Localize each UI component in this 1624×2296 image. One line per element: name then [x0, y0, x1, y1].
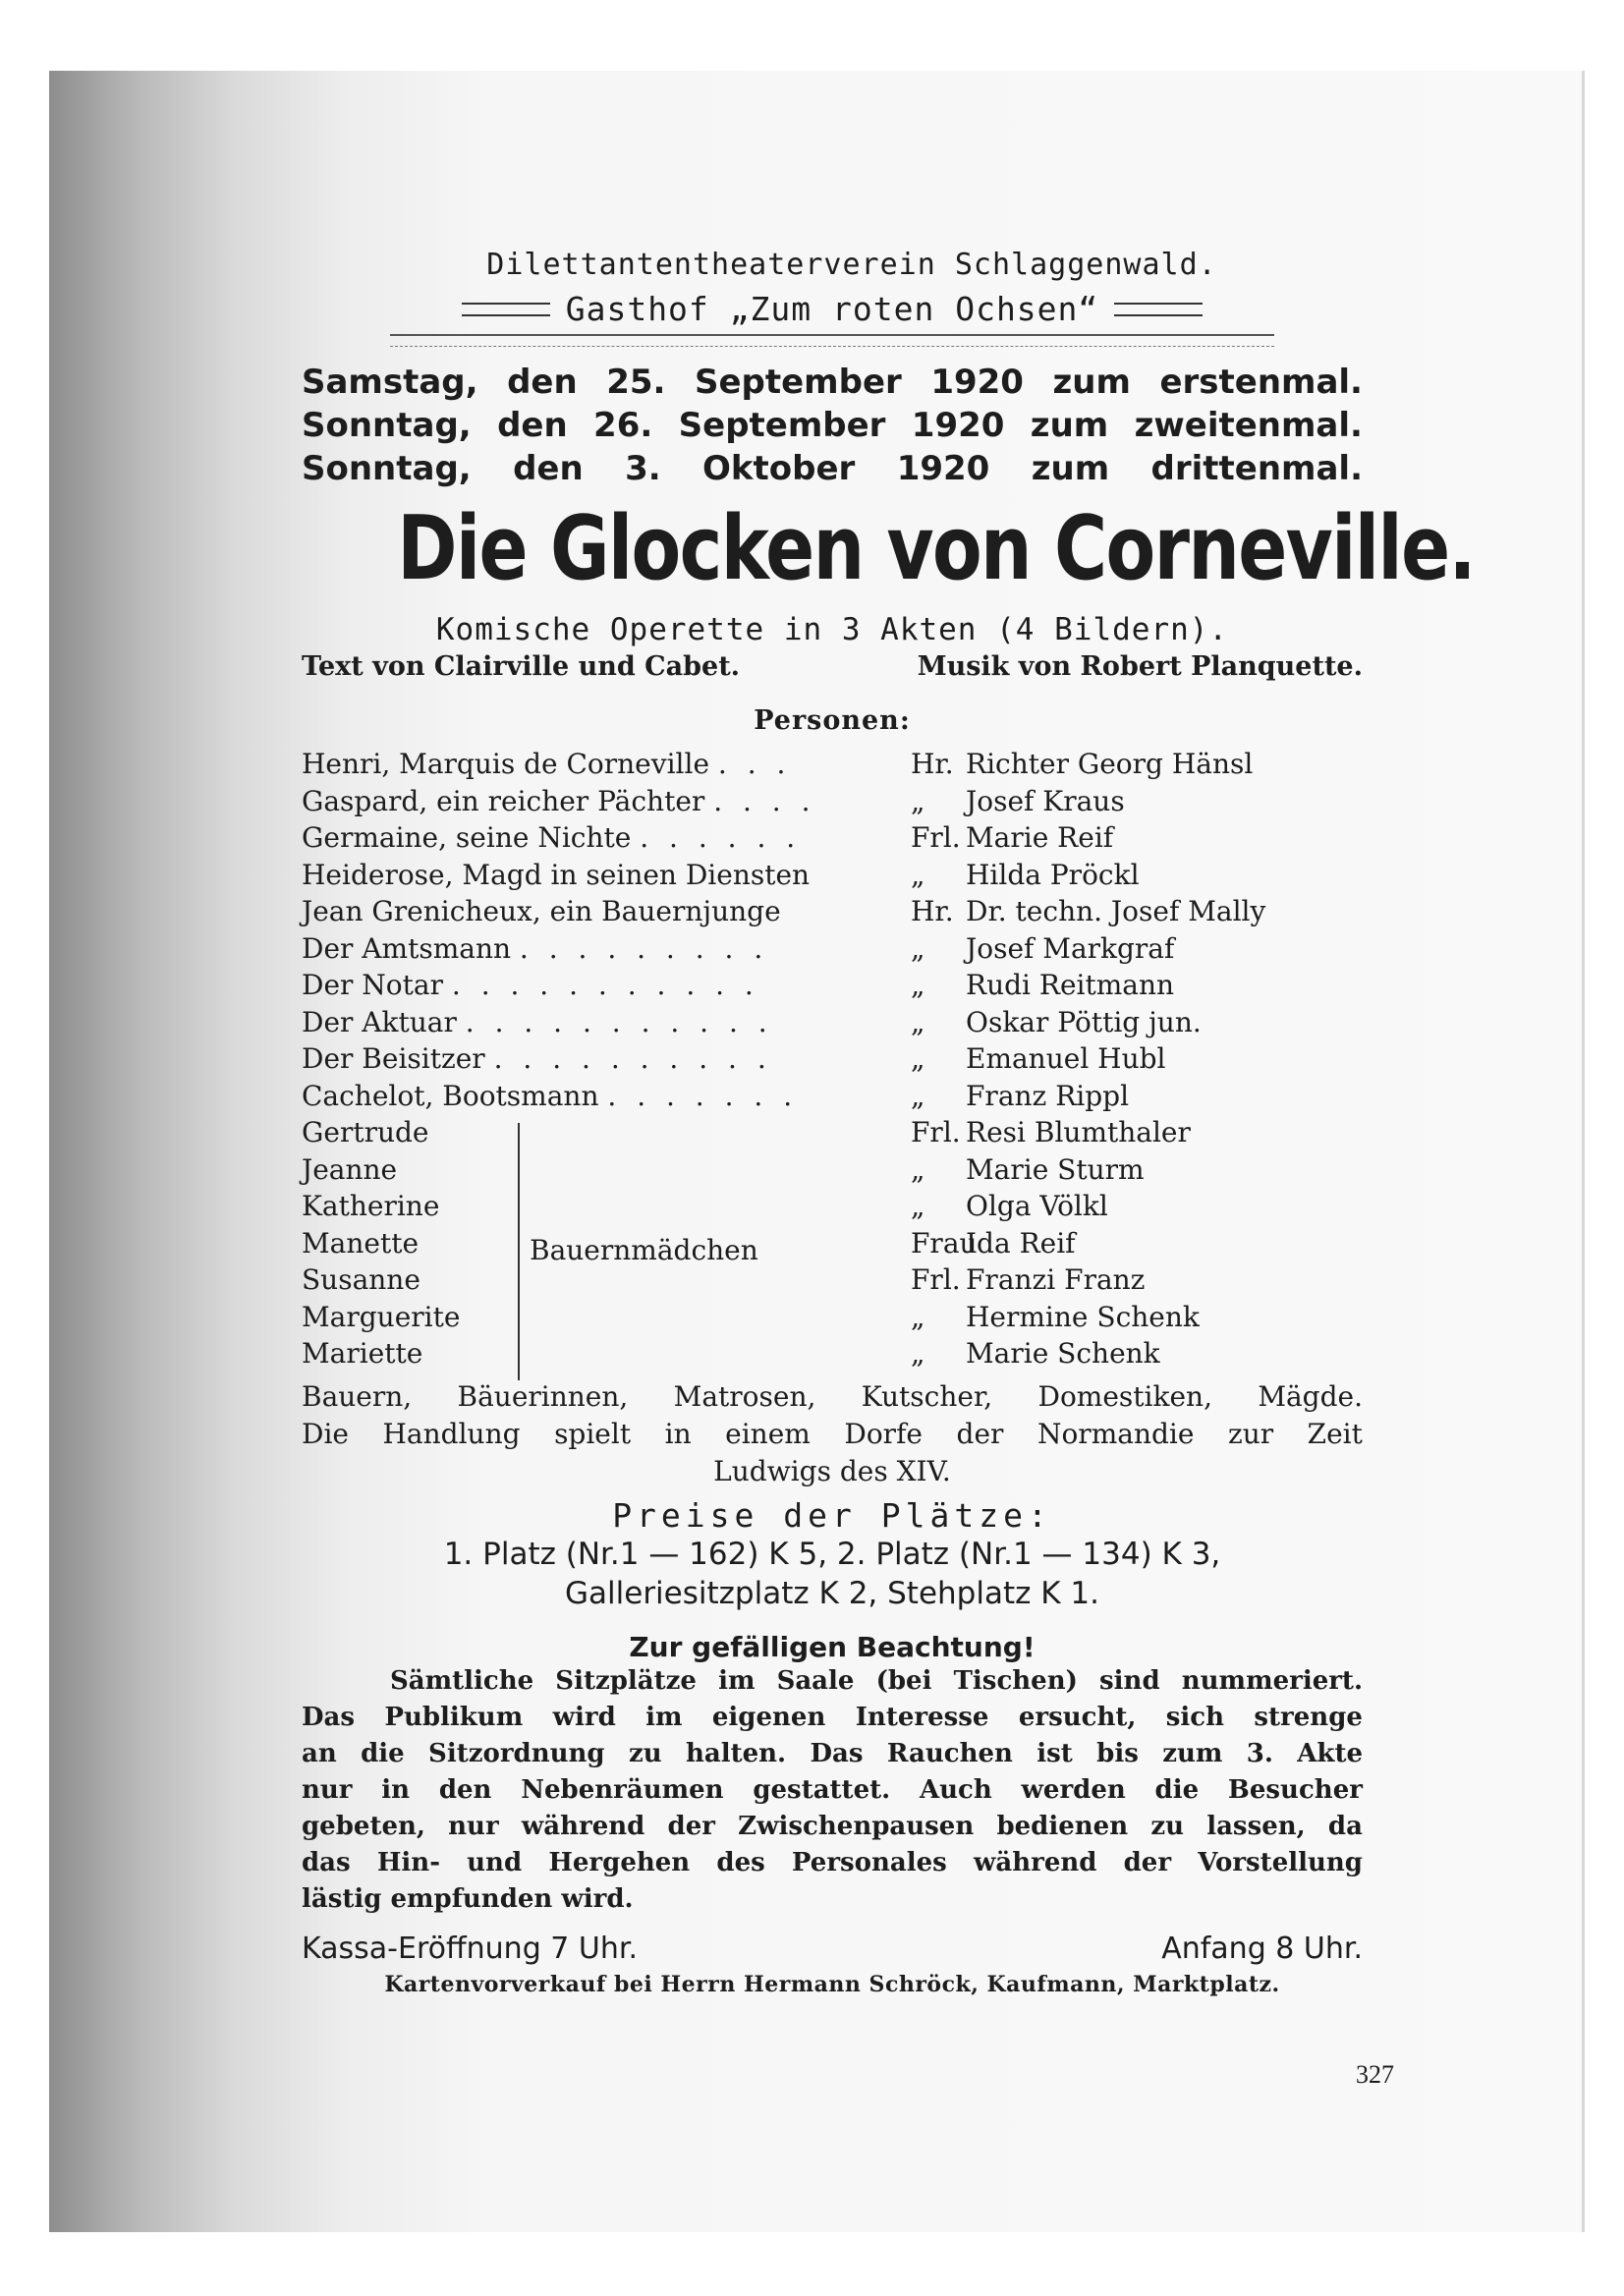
- cast-actor: Marie Sturm: [966, 1152, 1145, 1186]
- notice-word: sind: [1099, 1665, 1160, 1696]
- notice-line: [302, 1700, 1363, 1736]
- cast-row: [302, 1261, 1363, 1299]
- role-name: Katherine: [302, 1190, 440, 1222]
- play-title: Die Glocken von Corneville.: [397, 497, 1475, 600]
- libretto-credit: Text von Clairville und Cabet.: [302, 651, 741, 682]
- notice-word: Besucher: [1227, 1774, 1363, 1805]
- notice-word: lassen,: [1206, 1811, 1306, 1841]
- cast-role: [302, 967, 911, 1004]
- date-word: erstenmal.: [1159, 363, 1363, 402]
- leader-dots: . . . . . . . . .: [519, 931, 769, 965]
- playbill: [302, 248, 1475, 1997]
- prices-line-1: 1. Platz (Nr.1 — 162) K 5, 2. Platz (Nr.1 — 134) K 3,: [443, 1536, 1221, 1572]
- notice-word: sich: [1165, 1702, 1225, 1732]
- notice-word: Hin-: [376, 1847, 440, 1877]
- notice-word: nur: [302, 1774, 353, 1805]
- prices-line-2: Galleriesitzplatz K 2, Stehplatz K 1.: [565, 1575, 1099, 1611]
- inn-heading: [302, 290, 1363, 328]
- role-name: Der Aktuar: [302, 1005, 457, 1038]
- inn-name: Gasthof „Zum roten Ochsen“: [565, 290, 1099, 328]
- cast-actor: Dr. techn. Josef Mally: [966, 895, 1266, 927]
- extras-word: Bauern,: [302, 1379, 413, 1413]
- role-name: Susanne: [302, 1263, 420, 1296]
- cast-row: [302, 1225, 1363, 1262]
- extras-word: Bäuerinnen,: [457, 1379, 629, 1413]
- cast-row: [302, 930, 1363, 968]
- cast-list: [302, 746, 1363, 1372]
- times-line: [302, 1932, 1363, 1966]
- notice-line: [302, 1736, 1363, 1772]
- cast-row: [302, 819, 1363, 857]
- notice-word: Zwischenpausen: [738, 1811, 975, 1841]
- extras-word: Domestiken,: [1037, 1379, 1212, 1413]
- notice-word: eigenen: [711, 1702, 826, 1732]
- notice-word: strenge: [1254, 1702, 1363, 1732]
- date-word: den: [513, 449, 584, 488]
- notice-word: Rauchen: [886, 1738, 1013, 1768]
- cast-row: [302, 1151, 1363, 1189]
- cast-prefix: „: [911, 1300, 925, 1333]
- setting-word: in: [664, 1417, 692, 1450]
- cast-row: [302, 1335, 1363, 1372]
- cast-actor: Ida Reif: [966, 1226, 1076, 1260]
- role-name: Mariette: [302, 1337, 423, 1370]
- notice-word: werden: [1021, 1774, 1126, 1805]
- cast-actor: Marie Schenk: [966, 1337, 1160, 1370]
- date-word: zum: [1030, 406, 1109, 445]
- date-line-3: [302, 447, 1363, 490]
- cast-row: [302, 1040, 1363, 1078]
- music-credit: Musik von Robert Planquette.: [917, 651, 1363, 682]
- cast-prefix: Hr.: [911, 748, 954, 780]
- setting-word: der: [956, 1417, 1004, 1450]
- extras-word: Matrosen,: [673, 1379, 816, 1413]
- setting-word: Zeit: [1307, 1417, 1363, 1450]
- cast-role: [302, 746, 911, 783]
- setting-word: einem: [725, 1417, 811, 1450]
- performance-dates: [302, 361, 1363, 490]
- role-name: Der Beisitzer: [302, 1042, 485, 1075]
- setting-word: spielt: [554, 1417, 632, 1450]
- cast-actor: Marie Reif: [966, 821, 1114, 854]
- cast-role: [302, 1261, 911, 1299]
- notice-word: Personales: [791, 1847, 947, 1877]
- notice-word: das: [302, 1847, 351, 1877]
- date-word: September: [678, 406, 886, 445]
- group-label: Bauernmädchen: [530, 1234, 758, 1266]
- cast-row: [302, 1299, 1363, 1336]
- setting-line-2: Ludwigs des XIV.: [713, 1454, 951, 1487]
- cast-prefix: „: [911, 1337, 925, 1370]
- cast-actor: Rudi Reitmann: [966, 969, 1175, 1001]
- notice-word: da: [1327, 1811, 1363, 1841]
- date-word: Oktober: [702, 449, 856, 488]
- role-name: Marguerite: [302, 1300, 461, 1333]
- cast-role: [302, 893, 911, 930]
- cast-prefix: „: [911, 1079, 925, 1112]
- setting-word: Handlung: [382, 1417, 521, 1450]
- notice-word: die: [1154, 1774, 1200, 1805]
- role-name: Henri, Marquis de Corneville: [302, 748, 710, 780]
- prices-heading: Preise der Plätze:: [612, 1495, 1052, 1535]
- notice-word: des: [716, 1847, 765, 1877]
- cast-prefix: Frl.: [911, 1263, 961, 1296]
- cast-actor: Oskar Pöttig jun.: [966, 1005, 1202, 1038]
- cast-prefix: Frl.: [911, 1116, 961, 1148]
- date-word: zum: [1031, 449, 1110, 488]
- role-name: Gaspard, ein reicher Pächter: [302, 784, 705, 817]
- setting-line-1: [302, 1416, 1363, 1453]
- cast-actor: Josef Kraus: [966, 784, 1125, 817]
- role-name: Germaine, seine Nichte: [302, 821, 632, 854]
- date-word: Sonntag,: [302, 406, 472, 445]
- cast-role: [302, 783, 911, 820]
- notice-word: gebeten,: [302, 1811, 425, 1841]
- notice-word: Nebenräumen: [521, 1774, 724, 1805]
- notice-line: [302, 1845, 1363, 1881]
- notice-line: [302, 1809, 1363, 1845]
- cast-actor: Franz Rippl: [966, 1079, 1130, 1112]
- date-word: 1920: [930, 363, 1024, 402]
- date-word: den: [507, 363, 578, 402]
- cast-role: [302, 930, 911, 968]
- notice-line: lästig empfunden wird.: [302, 1883, 634, 1914]
- date-word: 26.: [593, 406, 653, 445]
- society-name: Dilettantentheaterverein Schlaggenwald.: [486, 248, 1217, 282]
- date-word: September: [694, 363, 902, 402]
- group-brace: [506, 1123, 520, 1380]
- notice-word: Auch: [919, 1774, 992, 1805]
- cast-actor: Franzi Franz: [966, 1263, 1146, 1296]
- cast-row: [302, 1188, 1363, 1225]
- notice-word: 3.: [1246, 1738, 1273, 1768]
- notice-word: und: [467, 1847, 523, 1877]
- cast-row: [302, 857, 1363, 894]
- page-number: 327: [1356, 2060, 1394, 2089]
- setting-word: Die: [302, 1417, 349, 1450]
- notice-word: Vorstellung: [1198, 1847, 1363, 1877]
- date-word: Sonntag,: [302, 449, 472, 488]
- notice-word: (bei: [875, 1665, 932, 1696]
- role-name: Der Amtsmann: [302, 931, 512, 965]
- notice-word: Tischen): [953, 1665, 1078, 1696]
- box-office-time: Kassa-Eröffnung 7 Uhr.: [302, 1931, 638, 1966]
- cast-role: [302, 819, 911, 857]
- play-subtitle: Komische Operette in 3 Akten (4 Bildern).: [435, 612, 1229, 647]
- notice-word: an: [302, 1738, 337, 1768]
- date-line-1: [302, 361, 1363, 404]
- notice-word: Interesse: [855, 1702, 989, 1732]
- notice-word: bedienen: [996, 1811, 1129, 1841]
- notice-word: Hergehen: [548, 1847, 691, 1877]
- leader-dots: . . . . . . .: [607, 1079, 799, 1112]
- setting-word: Normandie: [1036, 1417, 1195, 1450]
- notice-word: Das: [302, 1702, 356, 1732]
- notice-word: Sitzordnung: [428, 1738, 605, 1768]
- presale-info: Kartenvorverkauf bei Herrn Hermann Schröck, Kaufmann, Marktplatz.: [384, 1971, 1280, 1997]
- notice-word: wird: [552, 1702, 616, 1732]
- cast-role: [302, 1188, 911, 1225]
- notice-word: während: [521, 1811, 645, 1841]
- credits-line: [302, 651, 1363, 682]
- notice-word: Sämtliche: [390, 1665, 534, 1696]
- notice-word: den: [438, 1774, 492, 1805]
- extras-line: [302, 1378, 1363, 1416]
- leader-dots: . . . . . . . . . . .: [465, 1005, 773, 1038]
- notice-word: nummeriert.: [1181, 1665, 1363, 1696]
- leader-dots: . . . . . . . . . .: [493, 1042, 772, 1075]
- cast-prefix: „: [911, 931, 925, 965]
- role-name: Cachelot, Bootsmann: [302, 1079, 599, 1112]
- cast-prefix: Frl.: [911, 821, 961, 854]
- notice-word: Publikum: [384, 1702, 524, 1732]
- notice-word: Das: [810, 1738, 864, 1768]
- leader-dots: . . . . . .: [640, 821, 802, 854]
- cast-role: [302, 1040, 911, 1078]
- date-word: 25.: [606, 363, 666, 402]
- notice-heading: Zur gefälligen Beachtung!: [629, 1630, 1036, 1663]
- start-time: Anfang 8 Uhr.: [1161, 1931, 1363, 1966]
- cast-actor: Richter Georg Hänsl: [966, 748, 1254, 780]
- notice-word: der: [667, 1811, 715, 1841]
- cast-role: [302, 1299, 911, 1336]
- notice-word: gestattet.: [753, 1774, 891, 1805]
- double-rule-right: [1114, 303, 1203, 316]
- notice-word: im: [645, 1702, 683, 1732]
- setting-word: zur: [1227, 1417, 1274, 1450]
- cast-prefix: Hr.: [911, 895, 954, 927]
- ornamental-divider: [390, 334, 1274, 347]
- date-word: 3.: [625, 449, 661, 488]
- cast-prefix: „: [911, 969, 925, 1001]
- notice-word: ersucht,: [1018, 1702, 1137, 1732]
- notice-line: [302, 1663, 1363, 1700]
- cast-role: [302, 1114, 911, 1151]
- cast-prefix: „: [911, 1042, 925, 1075]
- role-name: Gertrude: [302, 1116, 429, 1148]
- cast-actor: Emanuel Hubl: [966, 1042, 1166, 1075]
- document-page: [49, 71, 1585, 2232]
- cast-prefix: „: [911, 1005, 925, 1038]
- cast-role: [302, 1335, 911, 1372]
- notice-word: zum: [1162, 1738, 1223, 1768]
- cast-prefix: „: [911, 1190, 925, 1222]
- cast-row: [302, 746, 1363, 783]
- date-word: 1920: [896, 449, 990, 488]
- role-name: Jean Grenicheux, ein Bauernjunge: [302, 895, 781, 927]
- date-word: zweitenmal.: [1134, 406, 1363, 445]
- setting-word: Dorfe: [844, 1417, 923, 1450]
- notice-word: halten.: [685, 1738, 787, 1768]
- role-name: Jeanne: [302, 1152, 398, 1186]
- cast-actor: Olga Völkl: [966, 1190, 1108, 1222]
- cast-row: [302, 1004, 1363, 1041]
- notice-word: der: [1123, 1847, 1172, 1877]
- date-word: 1920: [911, 406, 1005, 445]
- date-word: Samstag,: [302, 363, 478, 402]
- cast-role: [302, 1151, 911, 1189]
- notice-word: nur: [448, 1811, 499, 1841]
- notice-word: ist: [1036, 1738, 1073, 1768]
- cast-actor: Resi Blumthaler: [966, 1116, 1191, 1148]
- notice-text: [302, 1663, 1363, 1918]
- date-line-2: [302, 404, 1363, 447]
- date-word: den: [497, 406, 568, 445]
- notice-word: Akte: [1297, 1738, 1363, 1768]
- cast-role: [302, 1004, 911, 1041]
- cast-prefix: „: [911, 784, 925, 817]
- cast-actor: Hilda Pröckl: [966, 858, 1140, 891]
- role-name: Der Notar: [302, 969, 443, 1001]
- extras-word: Mägde.: [1258, 1379, 1363, 1413]
- cast-role: [302, 857, 911, 894]
- notice-word: im: [718, 1665, 756, 1696]
- notice-word: die: [361, 1738, 405, 1768]
- notice-word: Sitzplätze: [555, 1665, 697, 1696]
- cast-row: [302, 783, 1363, 820]
- notice-word: zu: [1150, 1811, 1184, 1841]
- leader-dots: . . .: [717, 748, 792, 780]
- cast-prefix: „: [911, 858, 925, 891]
- leader-dots: . . . . . . . . . . .: [451, 969, 759, 1001]
- notice-word: bis: [1096, 1738, 1139, 1768]
- notice-word: zu: [628, 1738, 662, 1768]
- cast-prefix: Frau: [911, 1226, 978, 1260]
- notice-word: in: [381, 1774, 411, 1805]
- cast-row: [302, 1078, 1363, 1115]
- cast-row: [302, 893, 1363, 930]
- cast-prefix: „: [911, 1152, 925, 1186]
- extras-word: Kutscher,: [861, 1379, 993, 1413]
- date-word: drittenmal.: [1150, 449, 1363, 488]
- double-rule-left: [462, 303, 550, 316]
- cast-actor: Josef Markgraf: [966, 931, 1175, 965]
- cast-heading: Personen:: [754, 705, 911, 736]
- role-name: Heiderose, Magd in seinen Diensten: [302, 858, 811, 891]
- cast-row: [302, 1114, 1363, 1151]
- cast-actor: Hermine Schenk: [966, 1300, 1200, 1333]
- cast-row: [302, 967, 1363, 1004]
- notice-word: während: [973, 1847, 1097, 1877]
- role-name: Manette: [302, 1226, 420, 1260]
- cast-role: [302, 1078, 911, 1115]
- notice-line: [302, 1772, 1363, 1809]
- date-word: zum: [1052, 363, 1131, 402]
- notice-word: Saale: [776, 1665, 855, 1696]
- leader-dots: . . . .: [713, 784, 816, 817]
